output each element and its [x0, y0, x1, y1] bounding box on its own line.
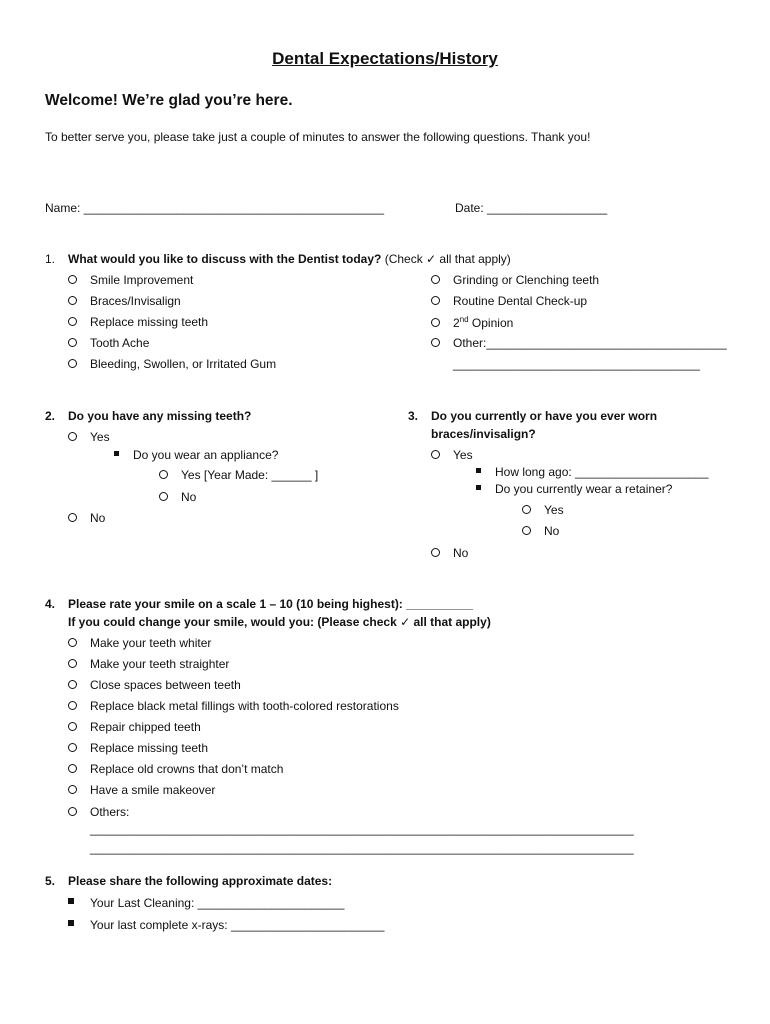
- q4-number: 4.: [45, 597, 56, 611]
- q4-option[interactable]: [68, 741, 208, 755]
- q1-option-label: Braces/Invisalign: [90, 294, 181, 308]
- q3-no-label: No: [453, 546, 469, 560]
- q1-option-label: Routine Dental Check-up: [453, 294, 588, 308]
- bullet-square-icon: [68, 920, 74, 926]
- q1-option[interactable]: [68, 357, 276, 371]
- radio-circle-icon[interactable]: [68, 513, 77, 522]
- date-line[interactable]: __________________: [487, 201, 608, 215]
- welcome-heading: Welcome! We’re glad you’re here.: [45, 92, 293, 109]
- radio-circle-icon[interactable]: [68, 722, 77, 731]
- radio-circle-icon[interactable]: [522, 526, 531, 535]
- q5-question: Please share the following approximate dates:: [68, 874, 333, 888]
- q1-option-second-opinion[interactable]: [431, 315, 513, 330]
- q1-option-other[interactable]: [431, 336, 727, 350]
- other-label: Other:: [453, 336, 487, 350]
- bullet-square-icon: [68, 898, 74, 904]
- radio-circle-icon[interactable]: [431, 450, 440, 459]
- q1-question: [68, 252, 511, 266]
- q1-option[interactable]: [68, 315, 208, 329]
- q5-item-label[interactable]: Your last complete x-rays: _______________________: [90, 918, 385, 932]
- radio-circle-icon[interactable]: [68, 359, 77, 368]
- q2-yes[interactable]: [68, 430, 110, 444]
- radio-circle-icon[interactable]: [159, 470, 168, 479]
- q4-option-others[interactable]: [68, 805, 129, 819]
- q2-sub-no-label: No: [181, 490, 197, 504]
- q4-option-label: Replace missing teeth: [90, 741, 209, 755]
- q4-option-label: Replace black metal fillings with tooth-colored restorations: [90, 699, 399, 713]
- q4-option[interactable]: [68, 678, 241, 692]
- q3-sub-yes-label: Yes: [544, 503, 564, 517]
- radio-circle-icon[interactable]: [68, 807, 77, 816]
- radio-circle-icon[interactable]: [431, 296, 440, 305]
- q1-option[interactable]: [68, 336, 149, 350]
- form-title: Dental Expectations/History: [272, 49, 498, 68]
- q2-yes-label: Yes: [90, 430, 110, 444]
- q1-option-label: Replace missing teeth: [90, 315, 209, 329]
- q2-sub-question: [114, 448, 278, 462]
- others-line-1[interactable]: _____________________________________________________________________________________: [90, 824, 634, 836]
- q3-yes[interactable]: [431, 448, 473, 462]
- q4-option-label: Others:: [90, 805, 130, 819]
- q1-option-label: Smile Improvement: [90, 273, 194, 287]
- q2-no[interactable]: [68, 511, 105, 525]
- q5-item-cleaning[interactable]: [68, 896, 344, 910]
- q1-option[interactable]: [431, 273, 599, 287]
- radio-circle-icon[interactable]: [68, 764, 77, 773]
- q3-no[interactable]: [431, 546, 468, 560]
- radio-circle-icon[interactable]: [68, 317, 77, 326]
- q4-option[interactable]: [68, 762, 283, 776]
- q3-sub-yes[interactable]: [522, 503, 564, 517]
- q3-sub-no[interactable]: [522, 524, 559, 538]
- q3-retainer-label: Do you currently wear a retainer?: [495, 482, 673, 496]
- q2-sub-yes-label: Yes [Year Made: ______ ]: [181, 468, 319, 482]
- radio-circle-icon[interactable]: [68, 296, 77, 305]
- radio-circle-icon[interactable]: [431, 275, 440, 284]
- q3-question-line2: braces/invisalign?: [431, 427, 536, 441]
- q4-option[interactable]: [68, 720, 201, 734]
- radio-circle-icon[interactable]: [68, 638, 77, 647]
- radio-circle-icon[interactable]: [68, 680, 77, 689]
- q4-option-label: Replace old crowns that don’t match: [90, 762, 284, 776]
- q3-how-long-label[interactable]: How long ago: ____________________: [495, 465, 709, 479]
- q4-option-label: Close spaces between teeth: [90, 678, 241, 692]
- date-field[interactable]: [455, 201, 607, 215]
- second-opinion-number: 2: [453, 316, 460, 330]
- name-field[interactable]: [45, 201, 384, 215]
- other-line[interactable]: ____________________________________: [486, 336, 727, 350]
- radio-circle-icon[interactable]: [431, 548, 440, 557]
- q3-question-line1: Do you currently or have you ever worn: [431, 409, 658, 423]
- others-line-2[interactable]: _____________________________________________________________________________________: [90, 843, 634, 855]
- q4-option-label: Make your teeth straighter: [90, 657, 230, 671]
- q4-option[interactable]: [68, 783, 215, 797]
- q1-option-label: Grinding or Clenching teeth: [453, 273, 600, 287]
- q5-item-xrays[interactable]: [68, 918, 384, 932]
- name-line[interactable]: _____________________________________________: [83, 201, 385, 215]
- intro-text: To better serve you, please take just a couple of minutes to answer the following questions. Thank you!: [45, 130, 591, 144]
- radio-circle-icon[interactable]: [431, 338, 440, 347]
- q3-how-long: [476, 465, 709, 479]
- radio-circle-icon[interactable]: [68, 743, 77, 752]
- q3-yes-label: Yes: [453, 448, 473, 462]
- bullet-square-icon: [114, 451, 119, 456]
- q4-option-label: Repair chipped teeth: [90, 720, 201, 734]
- q2-no-label: No: [90, 511, 106, 525]
- q1-note: (Check ✓ all that apply): [381, 252, 511, 266]
- radio-circle-icon[interactable]: [68, 659, 77, 668]
- q1-option[interactable]: [68, 294, 181, 308]
- q5-number: 5.: [45, 874, 56, 888]
- q1-question-text: What would you like to discuss with the Dentist today?: [68, 252, 382, 266]
- name-label: Name:: [45, 201, 81, 215]
- q4-question: Please rate your smile on a scale 1 – 10 (10 being highest): __________: [68, 597, 473, 611]
- second-opinion-suffix: nd: [459, 315, 469, 324]
- q2-sub-yes[interactable]: [159, 468, 318, 482]
- q5-item-label[interactable]: Your Last Cleaning: ______________________: [90, 896, 345, 910]
- radio-circle-icon[interactable]: [68, 275, 77, 284]
- q4-question-2: If you could change your smile, would you: (Please check ✓ all that apply): [68, 615, 491, 629]
- q1-option[interactable]: [68, 273, 193, 287]
- q4-option-label: Make your teeth whiter: [90, 636, 212, 650]
- q4-option[interactable]: [68, 636, 211, 650]
- q1-option[interactable]: [431, 294, 587, 308]
- q4-option[interactable]: [68, 699, 399, 713]
- date-label: Date:: [455, 201, 484, 215]
- q2-number: 2.: [45, 409, 56, 423]
- radio-circle-icon[interactable]: [159, 492, 168, 501]
- radio-circle-icon[interactable]: [68, 701, 77, 710]
- q3-number: 3.: [408, 409, 419, 423]
- q1-option-label: Tooth Ache: [90, 336, 150, 350]
- second-opinion-label: Opinion: [468, 316, 514, 330]
- radio-circle-icon[interactable]: [68, 432, 77, 441]
- other-line-2[interactable]: _____________________________________: [453, 357, 700, 371]
- q4-option[interactable]: [68, 657, 229, 671]
- q3-sub-no-label: No: [544, 524, 560, 538]
- q2-sub-no[interactable]: [159, 490, 196, 504]
- q1-option-label: Bleeding, Swollen, or Irritated Gum: [90, 357, 277, 371]
- bullet-square-icon: [476, 468, 481, 473]
- q3-retainer: [476, 482, 672, 496]
- radio-circle-icon[interactable]: [68, 785, 77, 794]
- radio-circle-icon[interactable]: [68, 338, 77, 347]
- q2-question: Do you have any missing teeth?: [68, 409, 252, 423]
- q4-option-label: Have a smile makeover: [90, 783, 216, 797]
- radio-circle-icon[interactable]: [431, 318, 440, 327]
- q2-sub-question-label: Do you wear an appliance?: [133, 448, 279, 462]
- bullet-square-icon: [476, 485, 481, 490]
- radio-circle-icon[interactable]: [522, 505, 531, 514]
- q1-number: 1.: [45, 252, 56, 266]
